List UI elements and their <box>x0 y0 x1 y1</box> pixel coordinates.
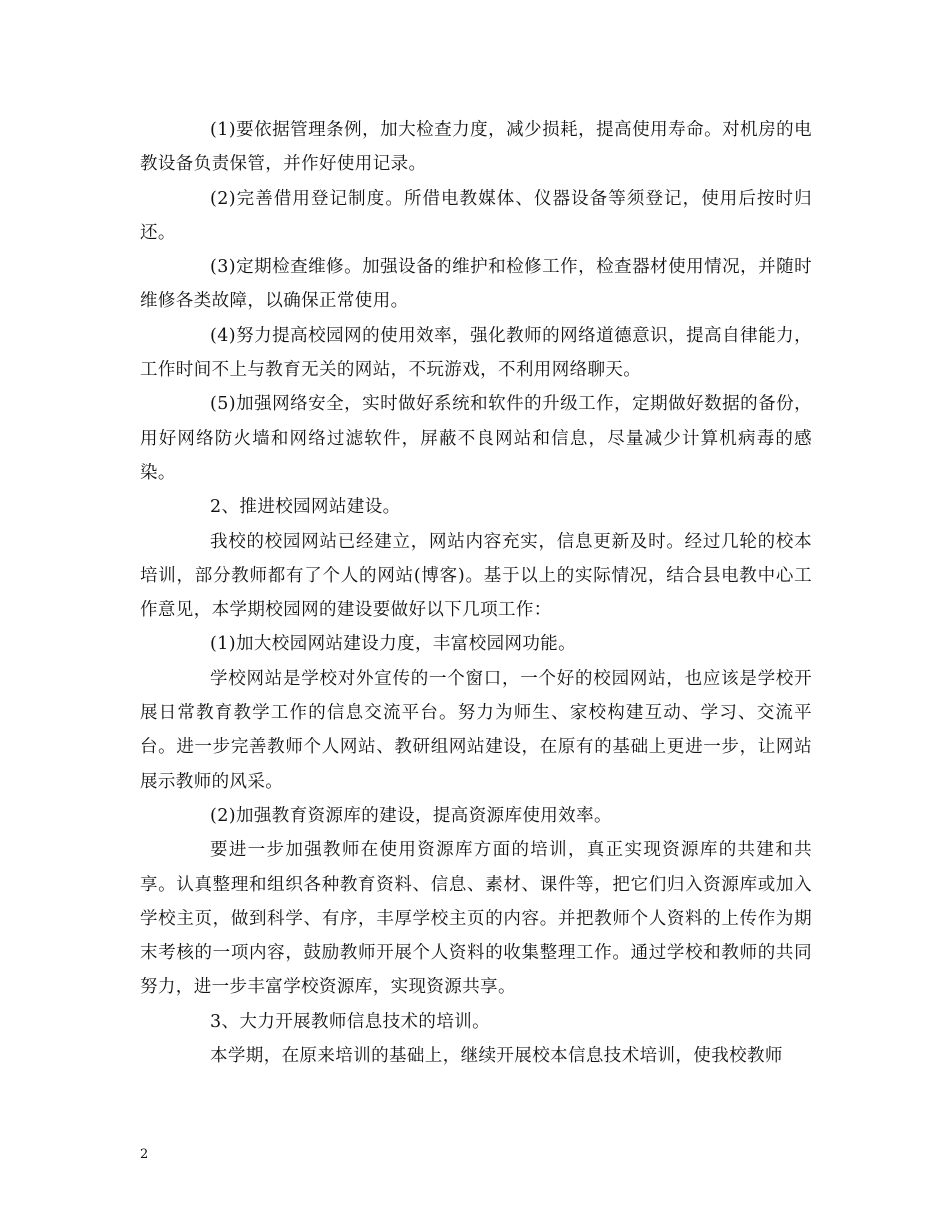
section-heading-website: 2、推进校园网站建设。 <box>210 497 401 518</box>
paragraph-borrowing-registration: (2)完善借用登记制度。所借电教媒体、仪器设备等须登记，使用后按时归还。 <box>140 188 812 243</box>
section-heading-teacher-training: 3、大力开展教师信息技术的培训。 <box>210 1011 491 1032</box>
subheading-resource-library: (2)加强教育资源库的建设，提高资源库使用效率。 <box>210 805 612 826</box>
paragraph-maintenance-rules: (1)要依据管理条例，加大检查力度，减少损耗，提高使用寿命。对机房的电教设备负责保管，并作好使用记录。 <box>140 120 812 175</box>
paragraph-network-efficiency: (4)努力提高校园网的使用效率，强化教师的网络道德意识，提高自律能力，工作时间不上与教育无关的网站，不玩游戏，不利用网络聊天。 <box>140 325 812 381</box>
paragraph-training-intro: 本学期，在原来培训的基础上，继续开展校本信息技术培训，使我校教师 <box>210 1046 783 1067</box>
subheading-website-building: (1)加大校园网站建设力度，丰富校园网功能。 <box>210 634 577 655</box>
paragraph-resource-library: 要进一步加强教师在使用资源库方面的培训，真正实现资源库的共建和共享。认真整理和组织各种教育资料、信息、素材、课件等，把它们归入资源库或加入学校主页，做到科学、有序，丰厚学校主页的内容。并把教师个人资料的上传作为期末考核的一项内容，鼓励教师开展个人资料的收集整理工作。通过学校和教师的共同努力，进一步丰富学校资源库，实现资源共享。 <box>140 840 812 998</box>
paragraph-network-security: (5)加强网络安全，实时做好系统和软件的升级工作，定期做好数据的备份，用好网络防火墙和网络过滤软件，屏蔽不良网站和信息，尽量减少计算机病毒的感染。 <box>140 394 812 483</box>
page-number: 2 <box>140 1147 149 1162</box>
document-body <box>140 113 812 1073</box>
paragraph-website-platform: 学校网站是学校对外宣传的一个窗口，一个好的校园网站，也应该是学校开展日常教育教学工作的信息交流平台。努力为师生、家校构建互动、学习、交流平台。进一步完善教师个人网站、教研组网站建设，在原有的基础上更进一步，让网站展示教师的风采。 <box>140 668 812 792</box>
paragraph-website-overview: 我校的校园网站已经建立，网站内容充实，信息更新及时。经过几轮的校本培训，部分教师都有了个人的网站(博客)。基于以上的实际情况，结合县电教中心工作意见，本学期校园网的建设要做好以下几项工作： <box>140 531 812 621</box>
paragraph-regular-repair: (3)定期检查维修。加强设备的维护和检修工作，检查器材使用情况，并随时维修各类故障，以确保正常使用。 <box>140 257 812 312</box>
